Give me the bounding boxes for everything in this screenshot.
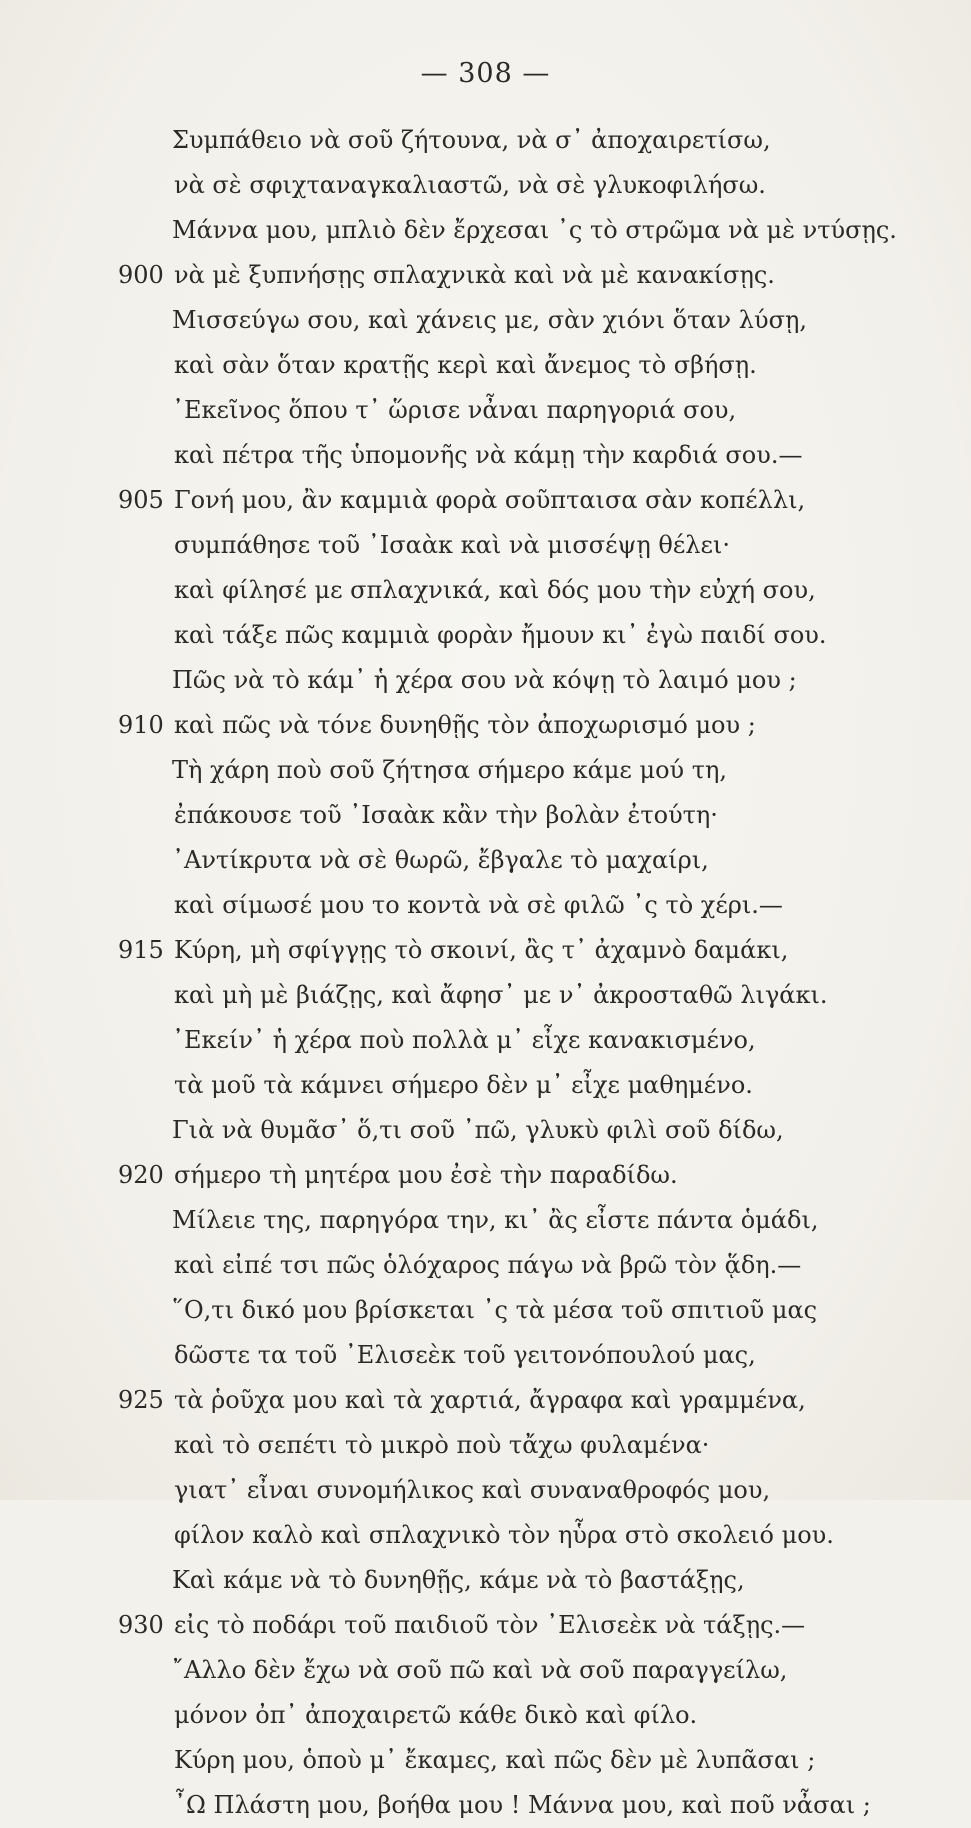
verse-number: 910 [118,711,164,739]
verse-text: ἐπάκουσε τοῦ ᾽Ισαὰκ κἂν τὴν βολὰν ἐτούτη· [174,801,718,829]
verse-line [0,1738,971,1783]
verse-text: ᾽Αντίκρυτα νὰ σὲ θωρῶ, ἔβγαλε τὸ μαχαίρι, [172,846,709,874]
verse-text: Καὶ κάμε νὰ τὸ δυνηθῇς, κάμε νὰ τὸ βαστάξῃς, [172,1566,745,1594]
verse-number: 900 [118,261,164,289]
verse-text: καὶ τάξε πῶς καμμιὰ φορὰν ἤμουν κι᾽ ἐγὼ παιδί σου. [174,621,827,649]
verse-line [0,478,971,523]
verse-line [0,568,971,613]
verse-text: Κύρη, μὴ σφίγγῃς τὸ σκοινί, ἂς τ᾽ ἀχαμνὸ δαμάκι, [174,936,789,964]
verse-text: Τὴ χάρη ποὺ σοῦ ζήτησα σήμερο κάμε μού τη, [172,756,728,784]
verse-text: μόνον ὀπ᾽ ἀποχαιρετῶ κάθε δικὸ καὶ φίλο. [174,1701,698,1729]
verse-text: ῞Ο,τι δικό μου βρίσκεται ᾽ς τὰ μέσα τοῦ σπιτιοῦ μας [172,1296,818,1324]
verse-text: συμπάθησε τοῦ ᾽Ισαὰκ καὶ νὰ μισσέψῃ θέλει· [174,531,730,559]
verse-text: καὶ σίμωσέ μου το κοντὰ νὰ σὲ φιλῶ ᾽ς τὸ χέρι.— [174,891,783,919]
verse-text: καὶ σὰν ὅταν κρατῇς κερὶ καὶ ἄνεμος τὸ σβήσῃ. [174,351,757,379]
verse-number: 905 [118,486,164,514]
verse-number: 930 [118,1611,164,1639]
verse-line [0,703,971,748]
verse-line [0,1513,971,1558]
verse-line [0,1243,971,1288]
verse-text: δῶστε τα τοῦ ᾽Ελισεὲκ τοῦ γειτονόπουλού μας, [174,1341,756,1369]
verse-number: 925 [118,1386,164,1414]
verse-text: ᾽Εκείν᾽ ἡ χέρα ποὺ πολλὰ μ᾽ εἶχε κανακισμένο, [172,1026,756,1054]
verse-line [0,253,971,298]
verse-line [0,748,971,793]
verse-text: σήμερο τὴ μητέρα μου ἐσὲ τὴν παραδίδω. [174,1161,678,1189]
verse-text: Μάννα μου, μπλιὸ δὲν ἔρχεσαι ᾽ς τὸ στρῶμα νὰ μὲ ντύσῃς. [172,216,897,244]
verse-line [0,1468,971,1513]
verse-text: Πῶς νὰ τὸ κάμ᾽ ἡ χέρα σου νὰ κόψῃ τὸ λαιμό μου ; [172,666,797,694]
verse-number: 920 [118,1161,164,1189]
verse-line [0,118,971,163]
verse-text: καὶ φίλησέ με σπλαχνικά, καὶ δός μου τὴν εὐχή σου, [174,576,816,604]
verse-text: καὶ πῶς νὰ τόνε δυνηθῇς τὸν ἀποχωρισμό μου ; [174,711,756,739]
verse-line [0,1288,971,1333]
verse-text: Γιὰ νὰ θυμᾶσ᾽ ὅ,τι σοῦ ᾽πῶ, γλυκὺ φιλὶ σοῦ δίδω, [172,1116,784,1144]
verse-line [0,1693,971,1738]
verse-line [0,1063,971,1108]
verse-line [0,1153,971,1198]
verse-line [0,1333,971,1378]
verse-line [0,1108,971,1153]
verse-text: ῎Αλλο δὲν ἔχω νὰ σοῦ πῶ καὶ νὰ σοῦ παραγγείλω, [172,1656,788,1684]
page-number: — 308 — [420,58,551,89]
verse-line [0,973,971,1018]
verse-line [0,163,971,208]
verse-line [0,613,971,658]
verse-line [0,1648,971,1693]
verse-line [0,1378,971,1423]
verse-text: τὰ μοῦ τὰ κάμνει σήμερο δὲν μ᾽ εἶχε μαθημένο. [174,1071,753,1099]
verse-text: Κύρη μου, ὁποὺ μ᾽ ἔκαμες, καὶ πῶς δὲν μὲ λυπᾶσαι ; [174,1746,816,1774]
verse-line [0,433,971,478]
verse-line [0,928,971,973]
verse-line [0,883,971,928]
verse-line [0,298,971,343]
verse-line [0,793,971,838]
verse-text: καὶ μὴ μὲ βιάζῃς, καὶ ἄφησ᾽ με ν᾽ ἀκροσταθῶ λιγάκι. [174,981,828,1009]
verse-text: καὶ εἰπέ τσι πῶς ὁλόχαρος πάγω νὰ βρῶ τὸν ᾅδη.— [174,1251,802,1279]
verse-text: καὶ τὸ σεπέτι τὸ μικρὸ ποὺ τἄχω φυλαμένα· [174,1431,710,1459]
verse-text: Γονή μου, ἂν καμμιὰ φορὰ σοῦπταισα σὰν κοπέλλι, [174,486,806,514]
verse-text: νὰ μὲ ξυπνήσῃς σπλαχνικὰ καὶ νὰ μὲ κανακίσῃς. [174,261,775,289]
verse-text: εἰς τὸ ποδάρι τοῦ παιδιοῦ τὸν ᾽Ελισεὲκ νὰ τάξῃς.— [174,1611,806,1639]
verse-text: Μισσεύγω σου, καὶ χάνεις με, σὰν χιόνι ὅταν λύσῃ, [172,306,807,334]
verse-line [0,208,971,253]
verse-number: 915 [118,936,164,964]
verse-text: καὶ πέτρα τῆς ὑπομονῆς νὰ κάμῃ τὴν καρδιά σου.— [174,441,803,469]
verse-line [0,523,971,568]
verse-text: ᾽Εκεῖνος ὅπου τ᾽ ὥρισε νἆναι παρηγοριά σου, [172,396,737,424]
verse-text: ῏Ω Πλάστη μου, βοήθα μου ! Μάννα μου, καὶ ποῦ νἆσαι ; [174,1791,871,1819]
verse-line [0,658,971,703]
verse-line [0,1423,971,1468]
verse-line [0,388,971,433]
verse-text: Συμπάθειο νὰ σοῦ ζήτουνα, νὰ σ᾽ ἀποχαιρετίσω, [172,126,771,154]
verse-line [0,343,971,388]
verse-line [0,838,971,883]
verse-text: φίλον καλὸ καὶ σπλαχνικὸ τὸν ηὗρα στὸ σκολειό μου. [174,1521,834,1549]
verse-line [0,1018,971,1063]
verse-text: νὰ σὲ σφιχταναγκαλιαστῶ, νὰ σὲ γλυκοφιλήσω. [174,171,766,199]
verse-block [0,118,971,1828]
verse-line [0,1198,971,1243]
verse-text: γιατ᾽ εἶναι συνομήλικος καὶ συναναθροφός μου, [174,1476,771,1504]
verse-line [0,1603,971,1648]
verse-text: τὰ ῥοῦχα μου καὶ τὰ χαρτιά, ἄγραφα καὶ γραμμένα, [174,1386,806,1414]
verse-text: Μίλειε της, παρηγόρα την, κι᾽ ἂς εἶστε πάντα ὁμάδι, [172,1206,819,1234]
verse-line [0,1783,971,1828]
verse-line [0,1558,971,1603]
